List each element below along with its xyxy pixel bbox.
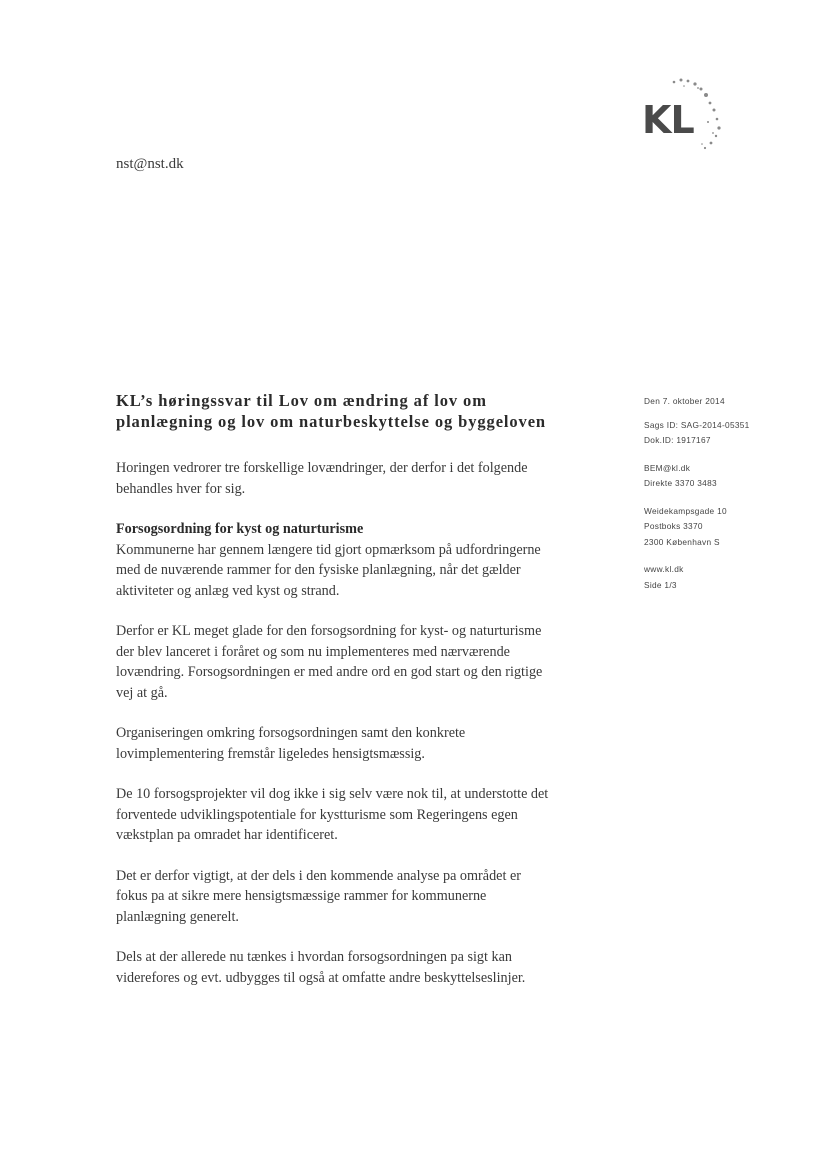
address-group: [644, 504, 814, 551]
paragraph-7: [116, 947, 616, 988]
address-street: Weidekampsgade 10: [644, 505, 727, 516]
paragraph-line: forventede udviklingspotentiale for kystturisme som Regeringens egen: [116, 806, 518, 823]
page-number: Side 1/3: [644, 579, 677, 590]
paragraph-line: fokus pa at sikre mere hensigtsmæssige rammer for kommunerne: [116, 888, 487, 904]
paragraph-3: [116, 621, 616, 703]
recipient-email: nst@nst.dk: [116, 156, 184, 172]
contact-group: [644, 461, 814, 492]
direct-phone: Direkte 3370 3483: [644, 478, 717, 488]
paragraph-line: aktiviteter og anlæg ved kyst og strand.: [116, 582, 340, 599]
date-group: [644, 394, 814, 410]
contact-email: BEM@kl.dk: [644, 462, 691, 473]
paragraph-line: Det er derfor vigtigt, at der dels i den kommende analyse pa området er: [116, 867, 521, 884]
paragraph-line: med de nuværende rammer for den fysiske planlægning, når det gælder: [116, 562, 521, 578]
section-forsogsordning: [116, 519, 616, 601]
letter-date: Den 7. oktober 2014: [644, 396, 725, 406]
sidebar-info: [644, 394, 814, 605]
title-line-1: KL’s høringssvar til Lov om ændring af lov om: [116, 391, 487, 410]
paragraph-5: [116, 784, 616, 846]
paragraph-line: planlægning generelt.: [116, 908, 239, 925]
paragraph-line: Horingen vedrorer tre forskellige lovændringer, der derfor i det folgende: [116, 460, 528, 476]
title-line-2: planlægning og lov om naturbeskyttelse og byggeloven: [116, 412, 546, 431]
paragraph-line: vej at gå.: [116, 684, 168, 701]
paragraph-line: Derfor er KL meget glade for den forsogsordning for kyst- og naturturisme: [116, 623, 542, 639]
sags-id: Sags ID: SAG-2014-05351: [644, 419, 750, 430]
paragraph-line: Kommunerne har gennem længere tid gjort opmærksom på udfordringerne: [116, 541, 541, 558]
website: www.kl.dk: [644, 564, 684, 574]
paragraph-line: Organiseringen omkring forsogsordningen samt den konkrete: [116, 725, 466, 741]
reference-group: [644, 418, 814, 449]
paragraph-intro: [116, 458, 616, 499]
letter-body: [116, 458, 616, 1008]
kl-logo-text: KL: [642, 98, 694, 142]
letter-title: [116, 390, 616, 432]
kl-logo: [640, 76, 740, 156]
dok-id: Dok.ID: 1917167: [644, 435, 711, 445]
paragraph-line: Dels at der allerede nu tænkes i hvordan forsogsordningen pa sigt kan: [116, 949, 512, 965]
paragraph-line: lovændring. Forsogsordningen er med andre ord en god start og den rigtige: [116, 664, 543, 680]
paragraph-line: behandles hver for sig.: [116, 480, 246, 497]
web-group: [644, 562, 814, 593]
paragraph-line: De 10 forsogsprojekter vil dog ikke i sig selv være nok til, at understotte det: [116, 786, 549, 802]
paragraph-4: [116, 723, 616, 764]
paragraph-line: der blev lanceret i foråret og som nu implementeres med nærværende: [116, 643, 510, 660]
address-pobox: Postboks 3370: [644, 521, 703, 531]
paragraph-line: lovimplementering fremstår ligeledes hensigtsmæssig.: [116, 745, 425, 762]
paragraph-line: vækstplan pa omradet har identificeret.: [116, 827, 338, 843]
section-heading: Forsogsordning for kyst og naturturisme: [116, 521, 364, 537]
paragraph-6: [116, 866, 616, 928]
paragraph-line: viderefores og evt. udbygges til også at omfatte andre beskyttelseslinjer.: [116, 969, 526, 986]
address-city: 2300 København S: [644, 536, 720, 547]
